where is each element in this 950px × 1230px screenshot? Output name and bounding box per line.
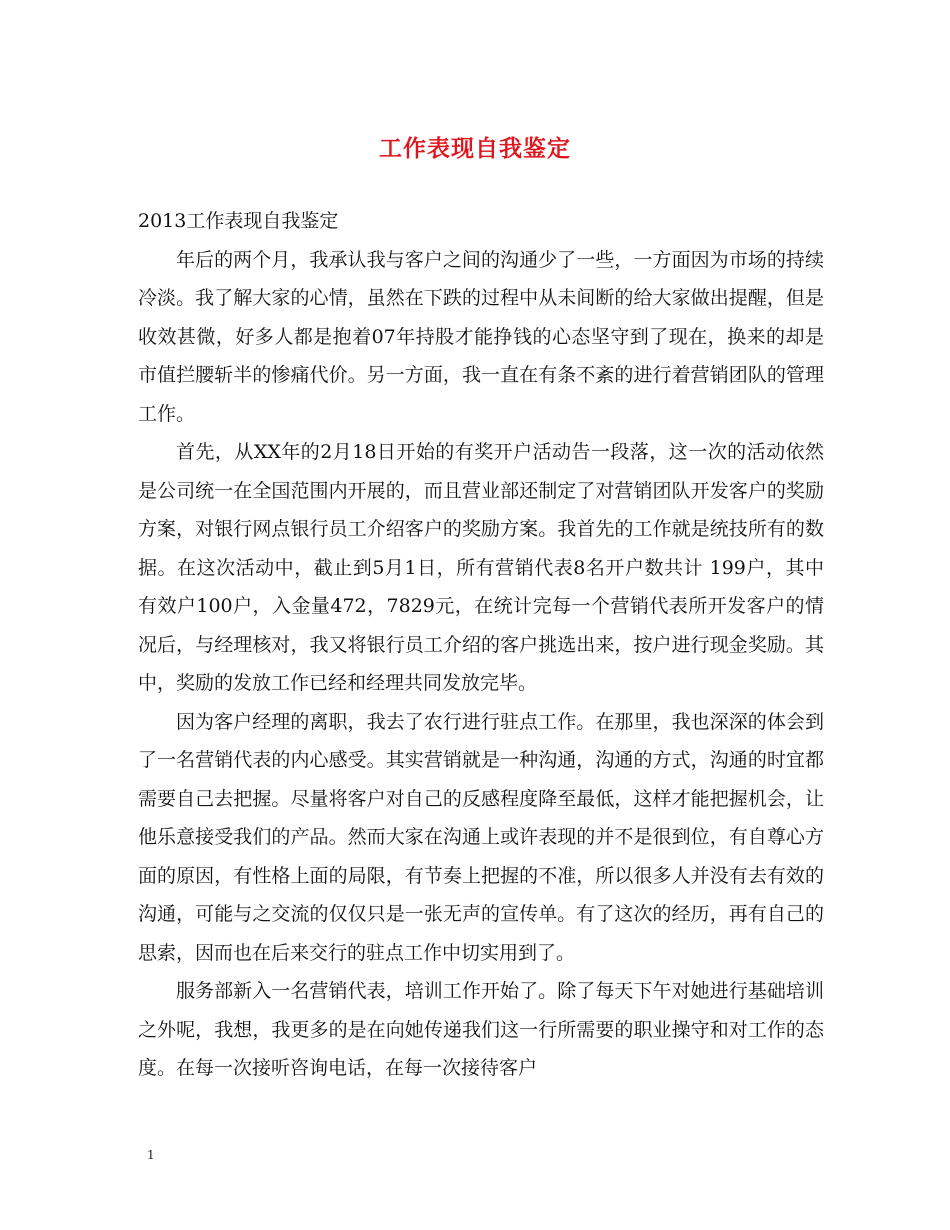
document-body: [138, 202, 824, 1088]
paragraph-1: 年后的两个月，我承认我与客户之间的沟通少了一些，一方面因为市场的持续冷淡。我了解大家的心情，虽然在下跌的过程中从未间断的给大家做出提醒，但是收效甚微，好多人都是抱着07年持股才能挣钱的心态坚守到了现在，换来的却是市值拦腰斩半的惨痛代价。另一方面，我一直在有条不紊的进行着营销团队的管理工作。: [138, 248, 824, 425]
document-title: 工作表现自我鉴定: [379, 135, 571, 162]
paragraph-4: 服务部新入一名营销代表，培训工作开始了。除了每天下午对她进行基础培训之外呢，我想，我更多的是在向她传递我们这一行所需要的职业操守和对工作的态度。在每一次接听咨询电话，在每一次接待客户: [138, 980, 824, 1079]
document-subtitle: 2013工作表现自我鉴定: [138, 210, 339, 232]
paragraph-3: 因为客户经理的离职，我去了农行进行驻点工作。在那里，我也深深的体会到了一名营销代表的内心感受。其实营销就是一种沟通，沟通的方式，沟通的时宜都需要自己去把握。尽量将客户对自己的反感程度降至最低，这样才能把握机会，让他乐意接受我们的产品。然而大家在沟通上或许表现的并不是很到位，有自尊心方面的原因，有性格上面的局限，有节奏上把握的不准，所以很多人并没有去有效的沟通，可能与之交流的仅仅只是一张无声的宣传单。有了这次的经历，再有自己的思索，因而也在后来交行的驻点工作中切实用到了。: [138, 710, 824, 964]
paragraph-2: 首先，从XX年的2月18日开始的有奖开户活动告一段落，这一次的活动依然是公司统一在全国范围内开展的，而且营业部还制定了对营销团队开发客户的奖励方案，对银行网点银行员工介绍客户的奖励方案。我首先的工作就是统技所有的数据。在这次活动中，截止到5月1日，所有营销代表8名开户数共计 199户，其中有效户100户，入金量472，7829元，在统计完每一个营销代表所开发客户的情况后，与经理核对，我又将银行员工介绍的客户挑选出来，按户进行现金奖励。其中，奖励的发放工作已经和经理共同发放完毕。: [138, 441, 824, 694]
page-number: 1: [147, 1148, 155, 1162]
